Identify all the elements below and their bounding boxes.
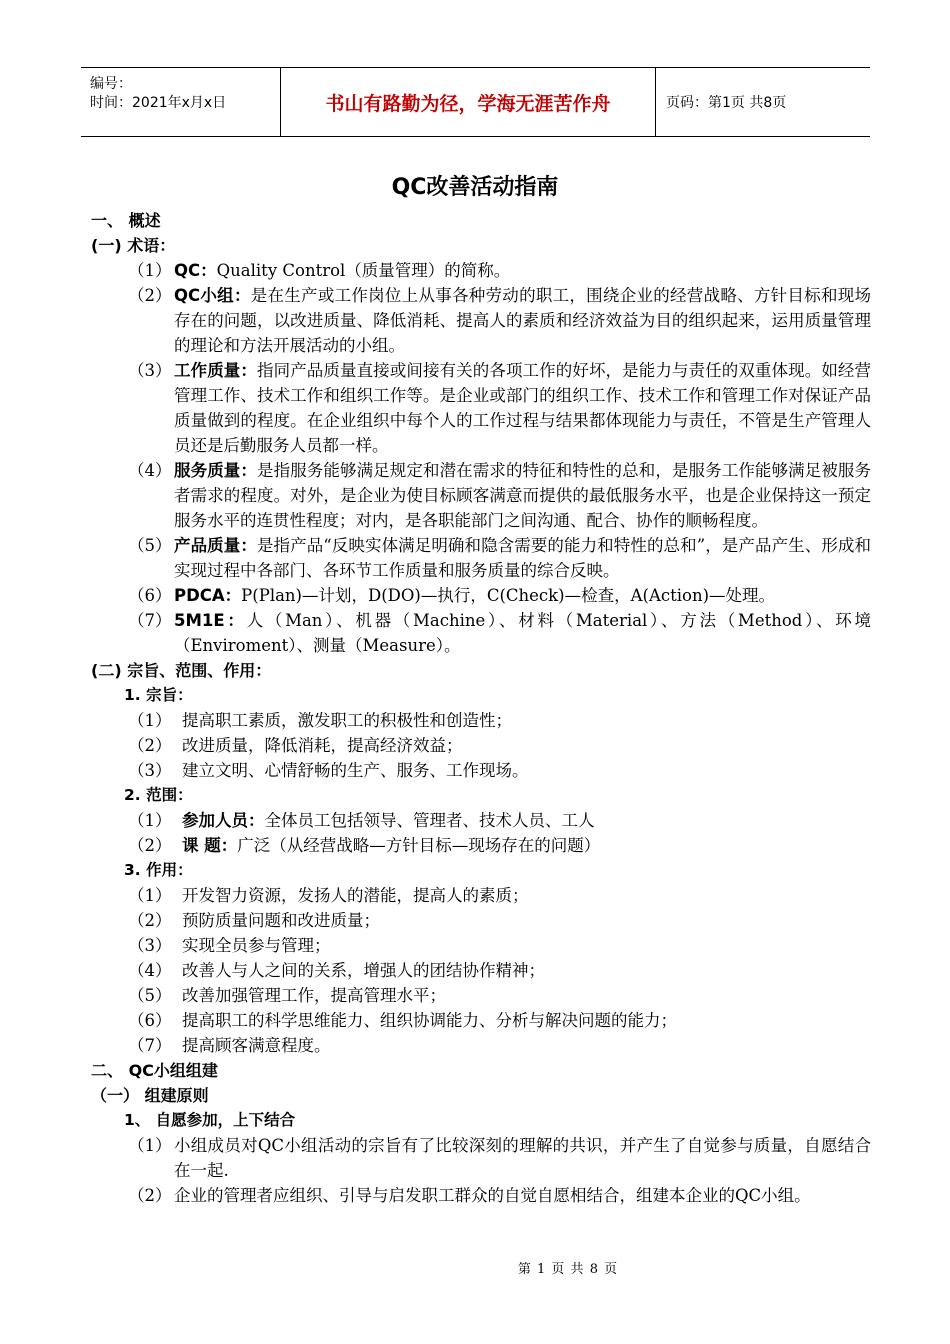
item-value: 改善加强管理工作，提高管理水平； xyxy=(182,986,446,1005)
item-value: 建立文明、心情舒畅的生产、服务、工作现场。 xyxy=(182,761,529,780)
term-name: 工作质量： xyxy=(174,361,257,380)
terms-list xyxy=(91,258,871,658)
item-value: 改善人与人之间的关系，增强人的团结协作精神； xyxy=(182,961,545,980)
item-text: 企业的管理者应组织、引导与启发职工群众的自觉自愿相结合，组建本企业的QC小组。 xyxy=(174,1186,811,1205)
time-label: 时间：2021年x月x日 xyxy=(90,95,227,111)
term-item xyxy=(91,258,871,283)
item-value: 提高职工素质，激发职工的积极性和创造性； xyxy=(182,711,512,730)
item-number: （1） xyxy=(128,711,172,730)
item-text xyxy=(182,983,446,1008)
item-number: （7） xyxy=(128,1036,172,1055)
header-info-cell xyxy=(81,68,280,136)
item-number: （2） xyxy=(128,836,172,855)
item-value: 全体员工包括领导、管理者、技术人员、工人 xyxy=(264,811,595,830)
term-definition: 人（Man）、机器（Machine）、材料（Material）、方法（Method）、环境（Enviroment）、测量（Measure）。 xyxy=(174,611,871,655)
item-number: （2） xyxy=(128,1186,172,1205)
effect-list xyxy=(91,883,871,1058)
page-label: 页码：第1页 共8页 xyxy=(666,95,787,111)
item-number: （4） xyxy=(128,961,172,980)
item-text xyxy=(182,708,512,733)
item-value: 提高顾客满意程度。 xyxy=(182,1036,331,1055)
item-number: （6） xyxy=(128,1011,172,1030)
term-definition: P(Plan)—计划，D(DO)—执行，C(Check)—检查，A(Action)—处理。 xyxy=(241,586,776,605)
effect-item xyxy=(91,983,871,1008)
item-text: 小组成员对QC小组活动的宗旨有了比较深刻的理解的共识，并产生了自觉参与质量，自愿结合在一起. xyxy=(174,1136,871,1180)
item-value: 改进质量，降低消耗，提高经济效益； xyxy=(182,736,463,755)
term-item xyxy=(91,283,871,358)
scope-item xyxy=(91,833,871,858)
document-body xyxy=(91,208,871,1208)
item-number: （4） xyxy=(128,461,172,480)
item-heading: 2. 范围： xyxy=(124,786,193,804)
number-label: 编号： xyxy=(90,76,132,92)
item-term: 参加人员： xyxy=(182,811,265,830)
term-definition: 指同产品质量直接或间接有关的各项工作的好坏，是能力与责任的双重体现。如经营管理工作、技术工作和组织工作等。是企业或部门的组织工作、技术工作和管理工作对保证产品质量做到的程度。在企业组织中每个人的工作过程与结果都体现能力与责任，不管是生产管理人员还是后勤服务人员都一样。 xyxy=(174,361,872,455)
effect-item xyxy=(91,1033,871,1058)
item-value: 广泛（从经营战略—方针目标—现场存在的问题） xyxy=(237,836,601,855)
item-number: （1） xyxy=(128,1136,172,1155)
item-number: （1） xyxy=(128,811,172,830)
subsection-heading: （一） 组建原则 xyxy=(91,1086,209,1105)
term-definition: Quality Control（质量管理）的简称。 xyxy=(216,261,511,280)
item-text xyxy=(182,908,380,933)
effect-item xyxy=(91,1008,871,1033)
item-number: （3） xyxy=(128,936,172,955)
item-term: 课 题： xyxy=(182,836,238,855)
header-page-cell xyxy=(655,68,870,136)
purpose-item xyxy=(91,758,871,783)
effect-item xyxy=(91,958,871,983)
item-number: （3） xyxy=(128,361,172,380)
scope-list xyxy=(91,808,871,858)
term-item xyxy=(91,608,871,658)
effect-item xyxy=(91,933,871,958)
header-motto-cell xyxy=(280,68,656,136)
effect-item xyxy=(91,883,871,908)
principle-item xyxy=(91,1133,871,1183)
item-heading: 3. 作用： xyxy=(124,861,193,879)
term-name: QC小组： xyxy=(174,286,251,305)
term-item xyxy=(91,458,871,533)
item-number: （7） xyxy=(128,611,172,630)
purpose-list xyxy=(91,708,871,783)
motto: 书山有路勤为径，学海无涯苦作舟 xyxy=(325,92,611,115)
item-text xyxy=(182,1008,677,1033)
item-number: （3） xyxy=(128,761,172,780)
term-name: 5M1E： xyxy=(174,611,247,630)
purpose-item xyxy=(91,733,871,758)
item-text xyxy=(182,958,545,983)
item-heading: 1. 宗旨： xyxy=(124,686,193,704)
item-value: 提高职工的科学思维能力、组织协调能力、分析与解决问题的能力； xyxy=(182,1011,677,1030)
subsection-heading: (二) 宗旨、范围、作用： xyxy=(91,661,272,680)
item-text xyxy=(182,833,600,858)
subsection-heading: (一) 术语： xyxy=(91,236,176,255)
item-number: （2） xyxy=(128,286,172,305)
term-name: QC： xyxy=(174,261,217,280)
term-item xyxy=(91,358,871,458)
item-value: 预防质量问题和改进质量； xyxy=(182,911,380,930)
item-text xyxy=(182,808,595,833)
term-definition: 是指产品“反映实体满足明确和隐含需要的能力和特性的总和”，是产品产生、形成和实现过程中各部门、各环节工作质量和服务质量的综合反映。 xyxy=(174,536,872,580)
purpose-item xyxy=(91,708,871,733)
term-definition: 是在生产或工作岗位上从事各种劳动的职工，围绕企业的经营战略、方针目标和现场存在的问题，以改进质量、降低消耗、提高人的素质和经济效益为目的组织起来，运用质量管理的理论和方法开展活动的小组。 xyxy=(174,286,872,355)
section-heading: 二、 QC小组组建 xyxy=(91,1061,218,1080)
term-item xyxy=(91,533,871,583)
term-definition: 是指服务能够满足规定和潜在需求的特征和特性的总和，是服务工作能够满足被服务者需求的程度。对外，是企业为使目标顾客满意而提供的最低服务水平，也是企业保持这一预定服务水平的连贯性程度；对内，是各职能部门之间沟通、配合、协作的顺畅程度。 xyxy=(174,461,872,530)
section-heading: 一、 概述 xyxy=(91,211,161,230)
principle-list xyxy=(91,1133,871,1208)
item-text xyxy=(182,933,331,958)
item-number: （6） xyxy=(128,586,172,605)
item-heading: 1、 自愿参加，上下结合 xyxy=(124,1111,296,1129)
term-name: 产品质量： xyxy=(174,536,257,555)
item-number: （5） xyxy=(128,536,172,555)
principle-item xyxy=(91,1183,871,1208)
item-number: （2） xyxy=(128,736,172,755)
term-name: 服务质量： xyxy=(174,461,257,480)
item-text xyxy=(182,733,463,758)
item-value: 开发智力资源，发扬人的潜能，提高人的素质； xyxy=(182,886,529,905)
effect-item xyxy=(91,908,871,933)
item-text xyxy=(182,1033,331,1058)
scope-item xyxy=(91,808,871,833)
page-footer: 第 1 页 共 8 页 xyxy=(517,1262,619,1277)
item-number: （1） xyxy=(128,261,172,280)
term-name: PDCA： xyxy=(174,586,242,605)
item-text xyxy=(182,758,529,783)
item-number: （2） xyxy=(128,911,172,930)
item-text xyxy=(182,883,529,908)
document-title: QC改善活动指南 xyxy=(391,175,559,200)
item-number: （5） xyxy=(128,986,172,1005)
term-item xyxy=(91,583,871,608)
item-value: 实现全员参与管理； xyxy=(182,936,331,955)
item-number: （1） xyxy=(128,886,172,905)
page-header xyxy=(81,67,870,137)
